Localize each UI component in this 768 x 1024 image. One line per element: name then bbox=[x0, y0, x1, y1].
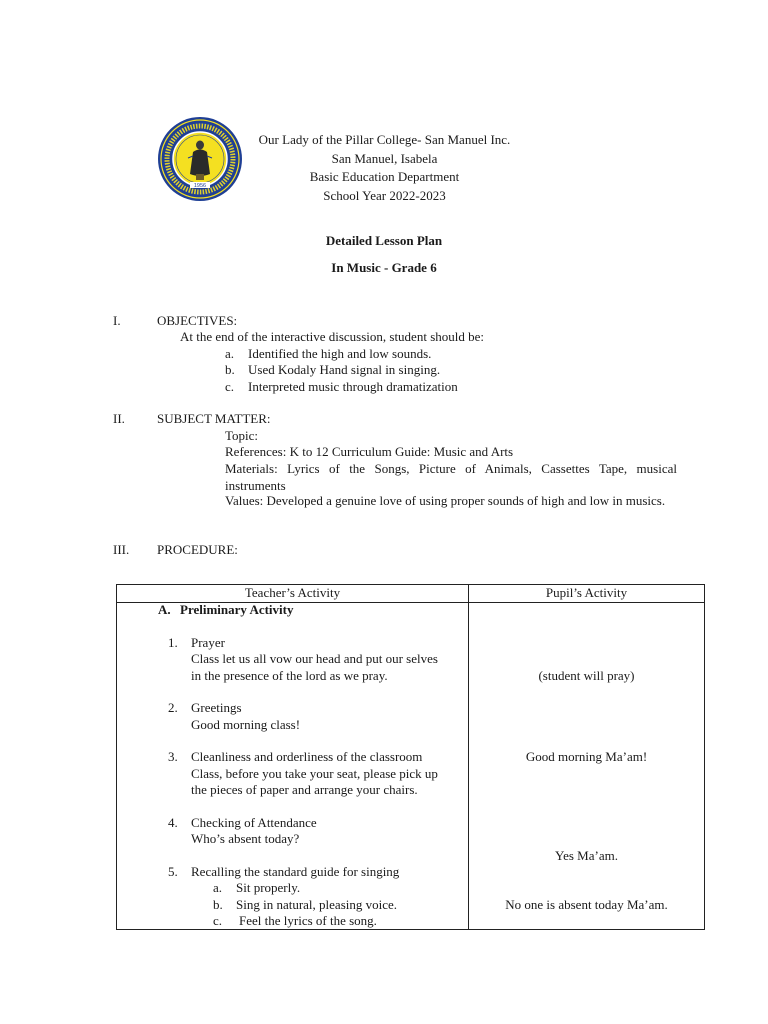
section-title: Preliminary Activity bbox=[180, 602, 294, 617]
step-line: in the presence of the lord as we pray. bbox=[191, 668, 388, 683]
subject-references: References: K to 12 Curriculum Guide: Music and Arts bbox=[225, 444, 514, 459]
school-seal-logo bbox=[157, 116, 243, 202]
step-title: Recalling the standard guide for singing bbox=[191, 864, 400, 879]
step-title: Cleanliness and orderliness of the classroom bbox=[191, 749, 423, 764]
document-title: Detailed Lesson Plan bbox=[325, 233, 443, 248]
guide-item: Sit properly. bbox=[236, 880, 301, 895]
step-line: Class let us all vow our head and put our selves bbox=[191, 651, 438, 666]
column-header-pupil: Pupil’s Activity bbox=[545, 585, 628, 600]
step-number: 4. bbox=[168, 815, 178, 830]
objective-marker: b. bbox=[225, 362, 235, 377]
guide-item: Sing in natural, pleasing voice. bbox=[236, 897, 398, 912]
step-line: the pieces of paper and arrange your chairs. bbox=[191, 782, 418, 797]
subject-topic: Topic: bbox=[225, 428, 259, 443]
school-name: Our Lady of the Pillar College- San Manuel Inc. bbox=[258, 132, 511, 147]
step-title: Checking of Attendance bbox=[191, 815, 317, 830]
pupil-response: No one is absent today Ma’am. bbox=[505, 897, 668, 912]
column-header-teacher: Teacher’s Activity bbox=[244, 585, 341, 600]
guide-marker: b. bbox=[213, 897, 223, 912]
subject-values: Values: Developed a genuine love of using proper sounds of high and low in musics. bbox=[225, 493, 666, 508]
step-number: 2. bbox=[168, 700, 178, 715]
school-header bbox=[252, 131, 517, 205]
objectives-intro: At the end of the interactive discussion, student should be: bbox=[180, 329, 484, 344]
department-name: Basic Education Department bbox=[309, 169, 460, 184]
objective-item: Interpreted music through dramatization bbox=[248, 379, 458, 394]
step-line: Class, before you take your seat, please pick up bbox=[191, 766, 438, 781]
section-marker: A. bbox=[158, 602, 171, 617]
step-title: Greetings bbox=[191, 700, 242, 715]
step-line: Who’s absent today? bbox=[191, 831, 300, 846]
pupil-response: (student will pray) bbox=[538, 668, 635, 683]
step-number: 1. bbox=[168, 635, 178, 650]
pupil-response: Good morning Ma’am! bbox=[525, 749, 648, 764]
pupil-response: Yes Ma’am. bbox=[555, 848, 618, 863]
section-heading-subject-matter: SUBJECT MATTER: bbox=[157, 411, 271, 426]
document-subtitle: In Music - Grade 6 bbox=[331, 260, 437, 275]
step-number: 5. bbox=[168, 864, 178, 879]
step-title: Prayer bbox=[191, 635, 225, 650]
section-heading-procedure: PROCEDURE: bbox=[157, 542, 238, 557]
objective-item: Identified the high and low sounds. bbox=[248, 346, 432, 361]
step-line: Good morning class! bbox=[191, 717, 301, 732]
objective-item: Used Kodaly Hand signal in singing. bbox=[248, 362, 441, 377]
section-numeral-procedure: III. bbox=[113, 542, 130, 557]
guide-marker: a. bbox=[213, 880, 223, 895]
school-address: San Manuel, Isabela bbox=[331, 150, 438, 166]
step-number: 3. bbox=[168, 749, 178, 764]
procedure-table bbox=[116, 584, 705, 930]
school-year: School Year 2022-2023 bbox=[323, 187, 446, 203]
seal-year: 1956 bbox=[193, 183, 207, 189]
section-numeral-objectives: I. bbox=[113, 313, 121, 328]
objective-marker: c. bbox=[225, 379, 235, 394]
guide-item: Feel the lyrics of the song. bbox=[239, 913, 377, 928]
guide-marker: c. bbox=[213, 913, 223, 928]
subject-materials: Materials: Lyrics of the Songs, Picture of Animals, Cassettes Tape, musical instruments bbox=[225, 461, 677, 493]
section-heading-objectives: OBJECTIVES: bbox=[157, 313, 238, 328]
section-numeral-subject-matter: II. bbox=[113, 411, 125, 426]
objective-marker: a. bbox=[225, 346, 235, 361]
